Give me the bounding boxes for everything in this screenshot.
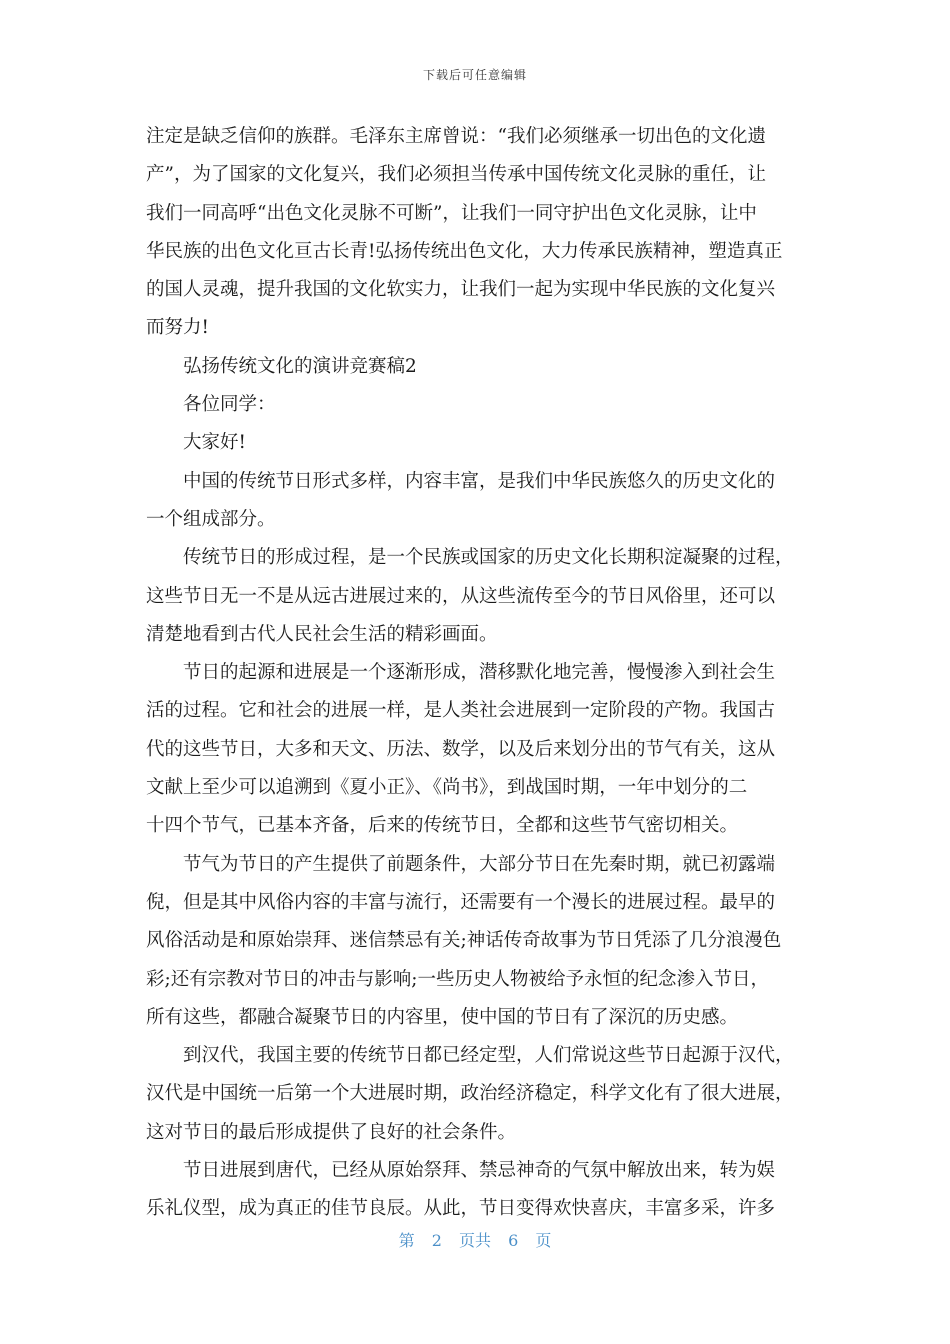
paragraph-start: 节气为节日的产生提供了前题条件，大部分节日在先秦时期，就已初露端 (183, 853, 776, 875)
text-line: 彩;还有宗教对节日的冲击与影响;一些历史人物被给予永恒的纪念渗入节日， (146, 968, 769, 990)
text-line: 这些节日无一不是从远古进展过来的，从这些流传至今的节日风俗里，还可以 (146, 585, 776, 607)
text-line: 倪，但是其中风俗内容的丰富与流行，还需要有一个漫长的进展过程。最早的 (146, 891, 776, 913)
text-line: 所有这些，都融合凝聚节日的内容里，使中国的节日有了深沉的历史感。 (146, 1006, 739, 1028)
text-line: 十四个节气，已基本齐备，后来的传统节日，全都和这些节气密切相关。 (146, 815, 739, 837)
text-line: 我们一同高呼“出色文化灵脉不可断”，让我们一同守护出色文化灵脉，让中 (146, 202, 757, 224)
text-line: 清楚地看到古代人民社会生活的精彩画面。 (146, 623, 498, 645)
text-line: 乐礼仪型，成为真正的佳节良辰。从此，节日变得欢快喜庆，丰富多采，许多 (146, 1198, 776, 1220)
section-title: 弘扬传统文化的演讲竞赛稿2 (183, 355, 417, 377)
page-number-footer: 第 2 页共 6 页 (398, 1231, 552, 1250)
text-line: 代的这些节日，大多和天文、历法、数学，以及后来划分出的节气有关，这从 (146, 738, 776, 760)
text-line: 注定是缺乏信仰的族群。毛泽东主席曾说：“我们必须继承一切出色的文化遗 (146, 126, 766, 147)
text-line: 的国人灵魂，提升我国的文化软实力，让我们一起为实现中华民族的文化复兴 (146, 279, 776, 301)
text-line: 这对节日的最后形成提供了良好的社会条件。 (146, 1121, 517, 1143)
salutation: 各位同学： (183, 394, 276, 416)
paragraph-start: 节日进展到唐代，已经从原始祭拜、禁忌神奇的气氛中解放出来，转为娱 (183, 1160, 776, 1182)
document-body (146, 118, 811, 1229)
greeting: 大家好! (183, 432, 246, 454)
paragraph-start: 到汉代，我国主要的传统节日都已经定型，人们常说这些节日起源于汉代， (183, 1045, 794, 1067)
text-line: 一个组成部分。 (146, 508, 276, 530)
text-line: 产”，为了国家的文化复兴，我们必须担当传承中国传统文化灵脉的重任，让 (146, 164, 766, 186)
text-line: 文献上至少可以追溯到《夏小正》、《尚书》，到战国时期，一年中划分的二 (146, 777, 748, 799)
text-line: 风俗活动是和原始崇拜、迷信禁忌有关;神话传奇故事为节日凭添了几分浪漫色 (146, 930, 782, 952)
paragraph-start: 节日的起源和进展是一个逐渐形成，潜移默化地完善，慢慢渗入到社会生 (183, 662, 776, 684)
text-line: 华民族的出色文化亘古长青!弘扬传统出色文化，大力传承民族精神，塑造真正 (146, 240, 783, 262)
text-line: 汉代是中国统一后第一个大进展时期，政治经济稳定，科学文化有了很大进展， (146, 1083, 794, 1105)
text-line: 而努力! (146, 317, 209, 339)
text-line: 活的过程。它和社会的进展一样，是人类社会进展到一定阶段的产物。我国古 (146, 700, 776, 722)
paragraph-start: 传统节日的形成过程，是一个民族或国家的历史文化长期积淀凝聚的过程， (183, 547, 794, 569)
paragraph-start: 中国的传统节日形式多样，内容丰富，是我们中华民族悠久的历史文化的 (183, 470, 776, 492)
page-header: 下载后可任意编辑 (422, 68, 527, 82)
